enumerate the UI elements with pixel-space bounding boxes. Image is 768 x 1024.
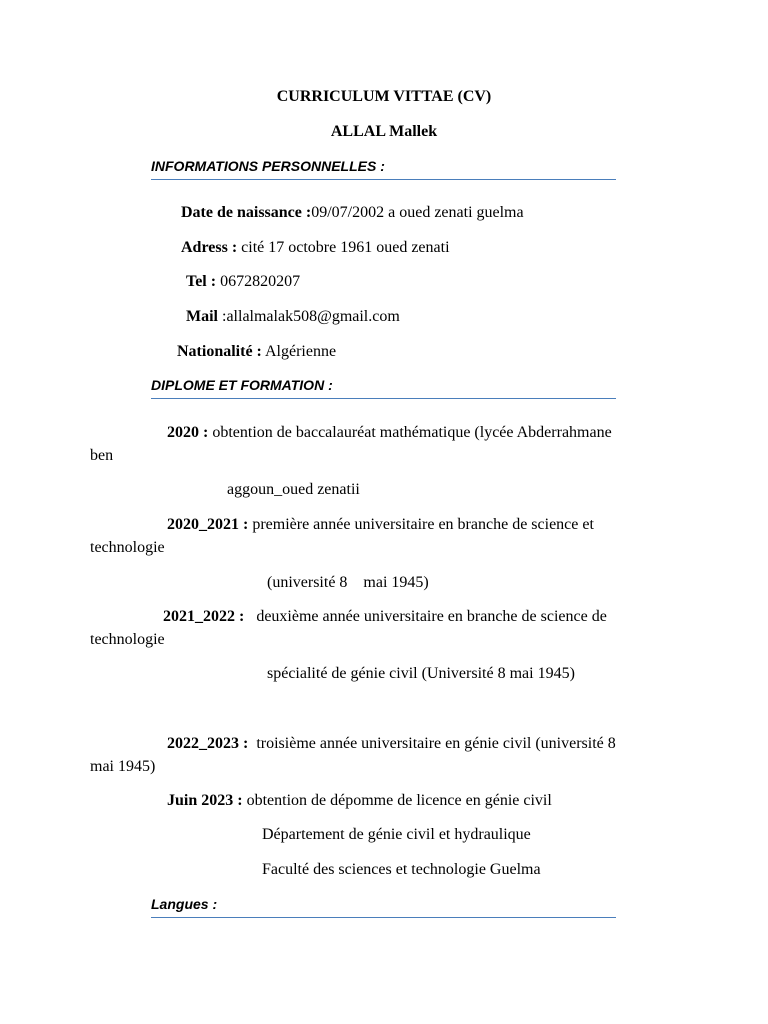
education-entry-wrap: technologie [90, 539, 165, 556]
education-entry-detail: spécialité de génie civil (Université 8 mai 1945) [267, 665, 575, 682]
document-title: CURRICULUM VITTAE (CV) [276, 88, 492, 105]
education-entry: 2022_2023 : troisième année universitaire en génie civil (université 8 [167, 735, 616, 752]
education-entry-detail: (université 8 mai 1945) [267, 574, 429, 591]
birth-line: Date de naissance :09/07/2002 a oued zenati guelma [181, 204, 524, 221]
education-entry-detail: aggoun_oued zenatii [227, 481, 360, 498]
section-heading-languages: Langues : [151, 895, 616, 918]
person-name: ALLAL Mallek [330, 123, 438, 140]
address-line: Adress : cité 17 octobre 1961 oued zenati [181, 239, 450, 256]
education-entry-wrap: mai 1945) [90, 758, 156, 775]
nationality-line: Nationalité : Algérienne [177, 343, 337, 360]
education-entry-detail: Faculté des sciences et technologie Guelma [262, 861, 541, 878]
education-entry: 2020 : obtention de baccalauréat mathématique (lycée Abderrahmane [167, 424, 612, 441]
education-entry: Juin 2023 : obtention de dépomme de licence en génie civil [167, 792, 552, 809]
section-heading-education: DIPLOME ET FORMATION : [151, 376, 616, 399]
education-entry-wrap: ben [90, 447, 114, 464]
section-heading-personal: INFORMATIONS PERSONNELLES : [151, 157, 616, 180]
phone-line: Tel : 0672820207 [186, 273, 301, 290]
mail-line: Mail :allalmalak508@gmail.com [186, 308, 400, 325]
education-entry-detail: Département de génie civil et hydraulique [262, 826, 531, 843]
education-entry: 2021_2022 : deuxième année universitaire en branche de science de [163, 608, 607, 625]
education-entry-wrap: technologie [90, 631, 165, 648]
education-entry: 2020_2021 : première année universitaire en branche de science et [167, 516, 594, 533]
